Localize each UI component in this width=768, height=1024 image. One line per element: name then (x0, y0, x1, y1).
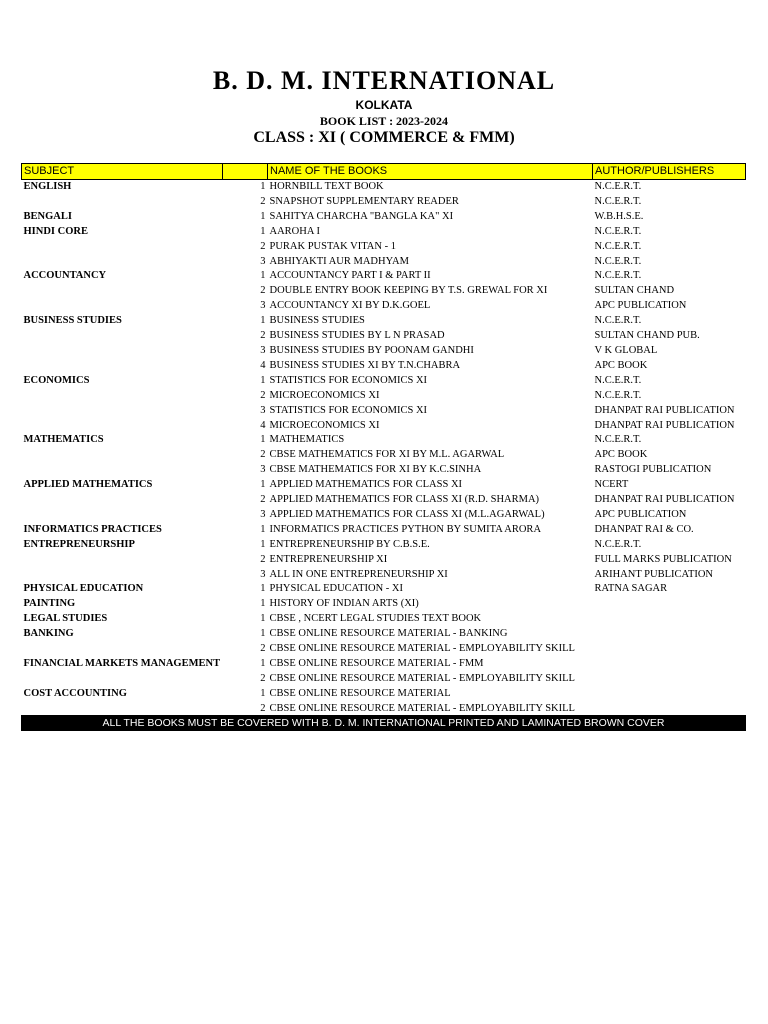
book-number-cell: 3 (260, 300, 266, 312)
author-cell: N.C.E.R.T. (594, 195, 642, 207)
author-cell (593, 612, 746, 627)
author-cell: N.C.E.R.T. (594, 255, 642, 267)
book-number-cell: 3 (260, 464, 266, 476)
book-number-cell: 1 (260, 270, 266, 282)
book-name-cell: DOUBLE ENTRY BOOK KEEPING BY T.S. GREWAL FOR XI (269, 285, 548, 297)
subject-cell (22, 404, 223, 419)
book-number-cell: 1 (260, 181, 266, 192)
table-row (22, 433, 746, 448)
book-name-cell: APPLIED MATHEMATICS FOR CLASS XI (M.L.AGARWAL) (269, 508, 545, 520)
subject-cell (22, 329, 223, 344)
table-row (22, 627, 746, 642)
book-number-cell: 2 (260, 494, 266, 506)
table-row (22, 568, 746, 583)
subject-cell: HINDI CORE (23, 225, 88, 237)
table-row (22, 419, 746, 434)
table-header-row (22, 164, 746, 180)
table-row (22, 478, 746, 493)
book-name-cell: ACCOUNTANCY PART I & PART II (269, 270, 431, 282)
book-number-cell: 1 (260, 315, 266, 327)
author-cell (593, 687, 746, 702)
subject-cell (22, 463, 223, 478)
book-number-cell: 1 (260, 687, 266, 699)
table-row (22, 538, 746, 553)
book-number-cell: 1 (260, 479, 266, 491)
subject-cell: COST ACCOUNTING (23, 687, 127, 699)
book-number-cell: 2 (260, 643, 266, 655)
column-header-author: AUTHOR/PUBLISHERS (593, 164, 746, 180)
author-cell: N.C.E.R.T. (594, 434, 642, 446)
book-name-cell: PURAK PUSTAK VITAN - 1 (269, 240, 396, 252)
author-cell: N.C.E.R.T. (594, 315, 642, 327)
subject-cell: PAINTING (23, 598, 76, 610)
book-number-cell: 2 (260, 285, 266, 297)
book-name-cell: CBSE , NCERT LEGAL STUDIES TEXT BOOK (269, 613, 482, 625)
book-number-cell: 1 (260, 225, 266, 237)
subject-cell (22, 195, 223, 210)
book-name-cell: STATISTICS FOR ECONOMICS XI (269, 374, 428, 386)
table-row (22, 687, 746, 702)
subject-cell (22, 344, 223, 359)
subject-cell: PHYSICAL EDUCATION (23, 583, 144, 595)
subject-cell: ENTREPRENEURSHIP (23, 538, 135, 550)
book-number-cell: 3 (260, 404, 266, 416)
book-name-cell: CBSE ONLINE RESOURCE MATERIAL - EMPLOYABILITY SKILL (269, 672, 575, 684)
book-number-cell: 3 (260, 508, 266, 520)
table-row (22, 210, 746, 225)
subject-cell (22, 508, 223, 523)
table-row (22, 597, 746, 612)
book-number-cell: 3 (260, 344, 266, 356)
author-cell: N.C.E.R.T. (594, 225, 642, 237)
table-row (22, 493, 746, 508)
table-row (22, 672, 746, 687)
city-name: KOLKATA (355, 98, 413, 112)
table-row (22, 195, 746, 210)
subject-cell: LEGAL STUDIES (23, 613, 108, 625)
subject-cell (22, 448, 223, 463)
book-number-cell: 1 (260, 434, 266, 446)
book-number-cell: 2 (260, 389, 266, 401)
author-cell: DHANPAT RAI & CO. (594, 523, 694, 535)
subject-cell (22, 419, 223, 434)
author-cell: APC PUBLICATION (594, 300, 687, 312)
book-name-cell: CBSE ONLINE RESOURCE MATERIAL (269, 687, 451, 699)
book-number-cell: 2 (260, 240, 266, 252)
book-name-cell: HISTORY OF INDIAN ARTS (XI) (269, 598, 419, 610)
class-title: CLASS : XI ( COMMERCE & FMM) (253, 129, 515, 146)
subject-cell: APPLIED MATHEMATICS (23, 479, 153, 491)
table-body (22, 180, 746, 717)
book-name-cell: BUSINESS STUDIES XI BY T.N.CHABRA (269, 359, 461, 371)
book-name-cell: AAROHA I (269, 225, 320, 237)
book-name-cell: SNAPSHOT SUPPLEMENTARY READER (269, 195, 459, 207)
column-header-subject: SUBJECT (22, 164, 223, 180)
book-name-cell: HORNBILL TEXT BOOK (269, 181, 384, 192)
book-number-cell: 1 (260, 628, 266, 640)
table-row (22, 404, 746, 419)
school-name: B. D. M. INTERNATIONAL (212, 66, 556, 95)
table-row (22, 374, 746, 389)
book-name-cell: MICROECONOMICS XI (269, 389, 380, 401)
book-name-cell: STATISTICS FOR ECONOMICS XI (269, 404, 428, 416)
book-name-cell: ACCOUNTANCY XI BY D.K.GOEL (269, 300, 431, 312)
author-cell: DHANPAT RAI PUBLICATION (594, 494, 735, 506)
book-name-cell: CBSE ONLINE RESOURCE MATERIAL - EMPLOYABILITY SKILL (269, 643, 575, 655)
table-row (22, 240, 746, 255)
book-name-cell: CBSE MATHEMATICS FOR XI BY M.L. AGARWAL (269, 449, 505, 461)
author-cell (593, 642, 746, 657)
author-cell: N.C.E.R.T. (594, 181, 642, 192)
book-name-cell: ABHIYAKTI AUR MADHYAM (269, 255, 409, 267)
book-name-cell: MICROECONOMICS XI (269, 419, 380, 431)
subject-cell (22, 284, 223, 299)
subject-cell (22, 553, 223, 568)
subject-cell (22, 240, 223, 255)
booklist-year: BOOK LIST : 2023-2024 (319, 114, 449, 128)
author-cell: NCERT (594, 479, 629, 491)
table-row (22, 657, 746, 672)
table-row (22, 180, 746, 195)
subject-cell (22, 299, 223, 314)
book-name-cell: APPLIED MATHEMATICS FOR CLASS XI (R.D. SHARMA) (269, 494, 540, 506)
author-cell: N.C.E.R.T. (594, 270, 642, 282)
column-header-book-name: NAME OF THE BOOKS (268, 164, 593, 180)
book-number-cell: 1 (260, 583, 266, 595)
book-number-cell: 1 (260, 210, 266, 222)
author-cell: N.C.E.R.T. (594, 374, 642, 386)
author-cell: V K GLOBAL (594, 344, 658, 356)
subject-cell: BUSINESS STUDIES (23, 315, 122, 327)
subject-cell (22, 255, 223, 270)
table-row (22, 284, 746, 299)
author-cell: SULTAN CHAND (594, 285, 675, 297)
book-name-cell: CBSE MATHEMATICS FOR XI BY K.C.SINHA (269, 464, 482, 476)
book-number-cell: 2 (260, 672, 266, 684)
subject-cell (22, 359, 223, 374)
book-name-cell: BUSINESS STUDIES (269, 315, 365, 327)
book-number-cell: 1 (260, 598, 266, 610)
subject-cell (22, 568, 223, 583)
subject-cell (22, 642, 223, 657)
book-number-cell: 2 (260, 330, 266, 342)
table-row (22, 463, 746, 478)
book-number-cell: 3 (260, 255, 266, 267)
table-row (22, 299, 746, 314)
author-cell: APC BOOK (594, 359, 648, 371)
book-number-cell: 2 (260, 195, 266, 207)
table-row (22, 582, 746, 597)
book-name-cell: PHYSICAL EDUCATION - XI (269, 583, 403, 595)
book-name-cell: APPLIED MATHEMATICS FOR CLASS XI (269, 479, 463, 491)
subject-cell: BENGALI (23, 210, 72, 222)
subject-cell (22, 672, 223, 687)
book-number-cell: 2 (260, 553, 266, 565)
book-number-cell: 1 (260, 538, 266, 550)
book-number-cell: 1 (260, 523, 266, 535)
book-number-cell: 1 (260, 374, 266, 386)
book-number-cell: 4 (260, 419, 266, 431)
book-name-cell: INFORMATICS PRACTICES PYTHON BY SUMITA ARORA (269, 523, 542, 535)
book-name-cell: CBSE ONLINE RESOURCE MATERIAL - BANKING (269, 628, 508, 640)
subject-cell: MATHEMATICS (23, 434, 104, 446)
book-name-cell: BUSINESS STUDIES BY L N PRASAD (269, 330, 445, 342)
table-row (22, 523, 746, 538)
subject-cell: BANKING (23, 628, 74, 640)
author-cell: DHANPAT RAI PUBLICATION (594, 404, 735, 416)
subject-cell: ECONOMICS (23, 374, 90, 386)
book-name-cell: SAHITYA CHARCHA "BANGLA KA" XI (269, 210, 454, 222)
author-cell: W.B.H.S.E. (594, 210, 644, 222)
book-list-table (21, 163, 746, 717)
table-row (22, 255, 746, 270)
author-cell: RATNA SAGAR (594, 583, 668, 595)
book-name-cell: MATHEMATICS (269, 434, 345, 446)
author-cell: N.C.E.R.T. (594, 240, 642, 252)
table-row (22, 389, 746, 404)
book-name-cell: ALL IN ONE ENTREPRENEURSHIP XI (269, 568, 448, 580)
author-cell: N.C.E.R.T. (594, 389, 642, 401)
table-row (22, 314, 746, 329)
book-name-cell: CBSE ONLINE RESOURCE MATERIAL - FMM (269, 658, 484, 669)
book-name-cell: ENTREPRENEURSHIP BY C.B.S.E. (269, 538, 430, 550)
subject-cell (22, 389, 223, 404)
table-row (22, 508, 746, 523)
book-number-cell: 3 (260, 568, 266, 580)
author-cell: FULL MARKS PUBLICATION (594, 553, 732, 565)
author-cell (593, 627, 746, 642)
book-name-cell: CBSE ONLINE RESOURCE MATERIAL - EMPLOYABILITY SKILL (269, 702, 575, 714)
author-cell: APC BOOK (594, 449, 648, 461)
table-row (22, 359, 746, 374)
author-cell (593, 657, 746, 672)
book-name-cell: ENTREPRENEURSHIP XI (269, 553, 388, 565)
subject-cell: FINANCIAL MARKETS MANAGEMENT (23, 658, 221, 669)
author-cell (593, 672, 746, 687)
author-cell: N.C.E.R.T. (594, 538, 642, 550)
book-number-cell: 1 (260, 658, 266, 669)
book-number-cell: 2 (260, 702, 266, 714)
subject-cell: ENGLISH (23, 181, 72, 192)
table-row (22, 225, 746, 240)
cover-instruction-banner: ALL THE BOOKS MUST BE COVERED WITH B. D. M. INTERNATIONAL PRINTED AND LAMINATED BROWN COVER (21, 715, 746, 731)
table-row (22, 448, 746, 463)
table-row (22, 553, 746, 568)
subject-cell: ACCOUNTANCY (23, 270, 107, 282)
table-row (22, 642, 746, 657)
author-cell: DHANPAT RAI PUBLICATION (594, 419, 735, 431)
book-name-cell: BUSINESS STUDIES BY POONAM GANDHI (269, 344, 474, 356)
author-cell: ARIHANT PUBLICATION (594, 568, 714, 580)
author-cell: APC PUBLICATION (594, 508, 687, 520)
table-row (22, 344, 746, 359)
author-cell: SULTAN CHAND PUB. (594, 330, 700, 342)
table-row (22, 269, 746, 284)
subject-cell (22, 493, 223, 508)
subject-cell: INFORMATICS PRACTICES (23, 523, 162, 535)
column-header-number (223, 164, 268, 180)
author-cell (593, 597, 746, 612)
table-row (22, 329, 746, 344)
book-number-cell: 2 (260, 449, 266, 461)
book-number-cell: 4 (260, 359, 266, 371)
author-cell: RASTOGI PUBLICATION (594, 464, 712, 476)
table-row (22, 612, 746, 627)
book-number-cell: 1 (260, 613, 266, 625)
